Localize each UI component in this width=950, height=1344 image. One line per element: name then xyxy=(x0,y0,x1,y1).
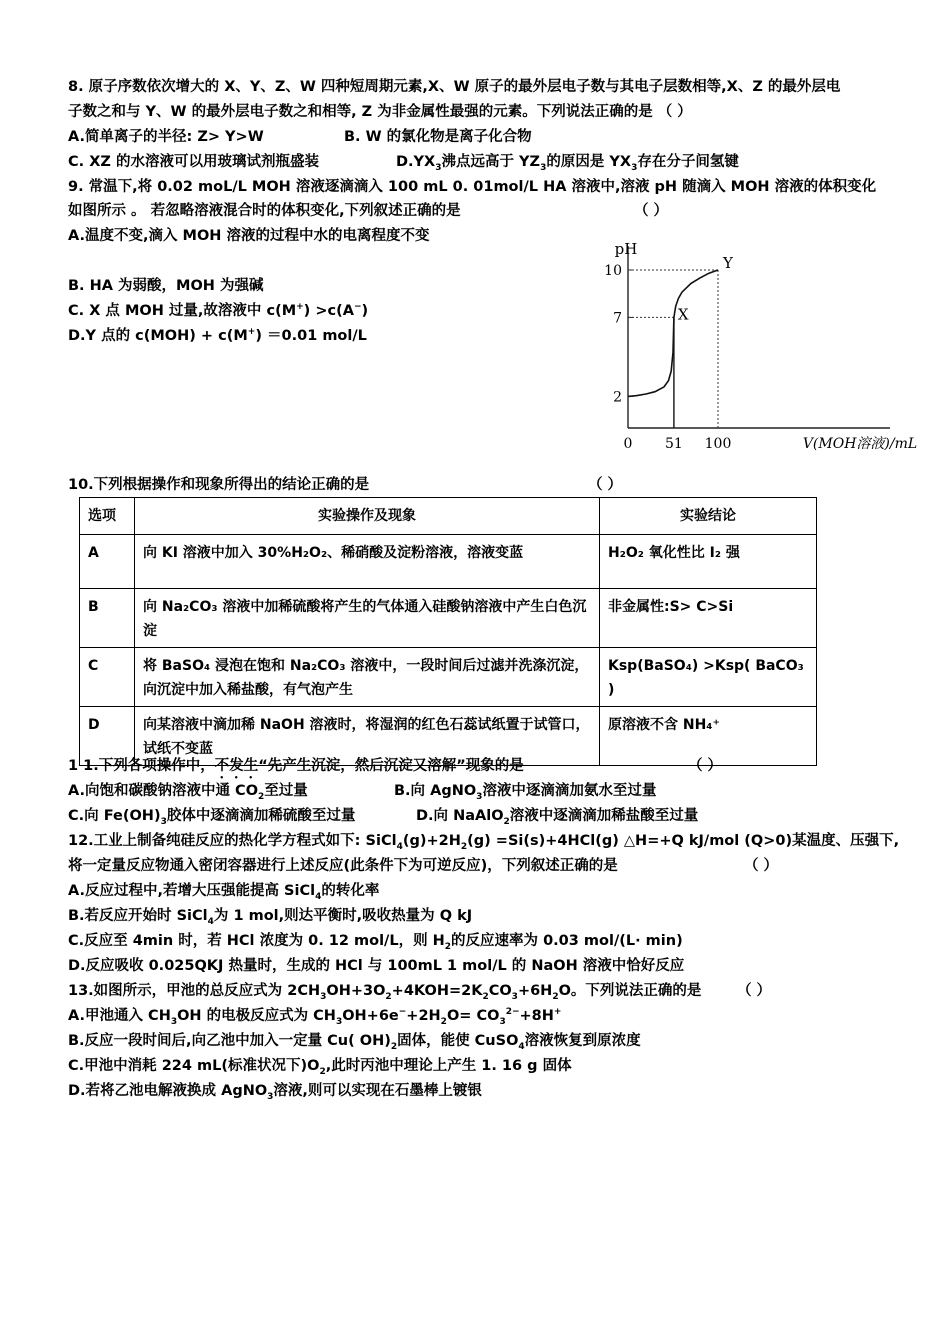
q9-stem-line2: 如图所示 。 若忽略溶液混合时的体积变化,下列叙述正确的是 xyxy=(68,203,461,219)
header-conclusion: 实验结论 xyxy=(600,498,817,535)
table-row xyxy=(80,648,817,707)
y-tick-label: 7 xyxy=(613,310,622,327)
q13-option-b: B.反应一段时间后,向乙池中加入一定量 Cu( $OH)_2$固体，能使 CuSO$_4$溶液恢复到原浓度 xyxy=(68,1033,641,1052)
q12-stem-line2: 将一定量反应物通入密闭容器进行上述反应(此条件下为可逆反应)，下列叙述正确的是 xyxy=(68,858,618,874)
x-tick-label: 0 xyxy=(623,436,633,452)
q12-option-d: D.反应吸收 0.025QKJ 热量时，生成的 HCl 与 100mL 1 mol/L 的 NaOH 溶液中恰好反应 xyxy=(68,958,685,974)
q13-option-c: C.甲池中消耗 224 mL(标准状况下)$O_2$,此时丙池中理论上产生 1. 16 g 固体 xyxy=(68,1058,572,1077)
q9-option-d: D.Y 点的 c(MOH) + c(M+) ＝0.01 mol/L xyxy=(68,327,367,344)
q11-option-d: D.向 NaAlO$_2$溶液中逐滴滴加稀盐酸至过量 xyxy=(416,808,699,827)
y-tick-label: 2 xyxy=(613,389,622,406)
row-a-option: A xyxy=(80,535,135,589)
y-tick-label: 10 xyxy=(604,263,622,279)
q8-option-a: A.简单离子的半径: Z> Y>W xyxy=(68,129,264,145)
table-row xyxy=(80,535,817,589)
q8-option-d: $D.YX_3$沸点远高于 $YZ_3$的原因是 $YX_3$存在分子间氢键 xyxy=(396,154,739,173)
y-axis-label: pH xyxy=(614,240,638,258)
row-b-operation: 向 Na₂CO₃ 溶液中加稀硫酸将产生的气体通入硅酸钠溶液中产生白色沉淀 xyxy=(135,589,600,648)
q13-option-d: D.若将乙池电解液换成 AgNO$_3$溶液,则可以实现在石墨棒上镀银 xyxy=(68,1083,482,1102)
point-x-label: X xyxy=(677,305,689,324)
header-option: 选项 xyxy=(80,498,135,535)
table-row xyxy=(80,589,817,648)
header-operation: 实验操作及现象 xyxy=(135,498,600,535)
q9-option-b: B. HA 为弱酸，MOH 为强碱 xyxy=(68,278,264,294)
q12-answer-paren: （ ） xyxy=(744,858,779,874)
q9-stem-line1: 9. 常温下,将 0.02 moL/L MOH 溶液逐滴滴入 100 mL 0. 01mol/L HA 溶液中,溶液 pH 随滴入 MOH 溶液的体积变化 xyxy=(68,179,877,195)
row-b-option: B xyxy=(80,589,135,648)
q10-answer-paren: （ ） xyxy=(588,477,623,493)
x-axis-label: V(MOH溶液)/mL xyxy=(802,436,918,452)
q13-stem: 13.如图所示，甲池的总反应式为 $2CH_3OH+3O_2+4KOH=2K_2CO_3+6H_2O$。下列说法正确的是 xyxy=(68,983,702,1002)
q13-answer-paren: （ ） xyxy=(737,983,772,999)
q8-option-c: C. XZ 的水溶液可以用玻璃试剂瓶盛装 xyxy=(68,154,319,170)
experiment-table xyxy=(79,497,817,766)
q9-option-c: C. X 点 MOH 过量,故溶液中 c(M+) >c(A−) xyxy=(68,302,369,319)
q8-option-b: B. W 的氯化物是离子化合物 xyxy=(344,129,532,145)
q11-answer-paren: （ ） xyxy=(688,758,723,774)
row-d-conclusion: 原溶液不含 NH₄⁺ xyxy=(600,707,817,766)
x-tick-label: 51 xyxy=(664,436,683,452)
q9-answer-paren: （ ） xyxy=(634,203,669,219)
x-tick-label: 100 xyxy=(704,436,732,452)
q11-emphasis: 不发生 xyxy=(214,758,259,774)
row-a-conclusion: H₂O₂ 氧化性比 I₂ 强 xyxy=(600,535,817,589)
q8-stem-line2: 子数之和与 Y、W 的最外层电子数之和相等, Z 为非金属性最强的元素。下列说法正确的是 （ ） xyxy=(68,104,692,120)
row-a-operation: 向 KI 溶液中加入 30%H₂O₂、稀硝酸及淀粉溶液，溶液变蓝 xyxy=(135,535,600,589)
q11-stem: 1 1.下列各项操作中，不发生“先产生沉淀，然后沉淀又溶解”现象的是 xyxy=(68,758,524,774)
q12-option-a: A.反应过程中,若增大压强能提高 SiCl$_4$的转化率 xyxy=(68,883,380,902)
q12-option-c: C.反应至 4min 时，若 HCl 浓度为 0. 12 mol/L，则 $H_2$的反应速率为 0.03 mol/(L· min) xyxy=(68,933,683,952)
q10-stem: 10.下列根据操作和现象所得出的结论正确的是 xyxy=(68,477,370,493)
q12-stem-line1: 12.工业上制备纯硅反应的热化学方程式如下: $SiCl_4(g)+2H_2(g) =Si(s)+4HCl(g)$ △H=+Q kJ/mol (Q>0)某温度、压强下, xyxy=(68,833,900,852)
q11-option-c: C.向 $Fe(OH)_3$胶体中逐滴滴加稀硫酸至过量 xyxy=(68,808,356,827)
q11-option-b: B.向 AgNO$_3$溶液中逐滴滴加氨水至过量 xyxy=(394,783,657,802)
point-y-label: Y xyxy=(723,254,733,272)
row-c-operation: 将 BaSO₄ 浸泡在饱和 Na₂CO₃ 溶液中，一段时间后过滤并洗涤沉淀，向沉淀中加入稀盐酸，有气泡产生 xyxy=(135,648,600,707)
row-c-conclusion: Ksp(BaSO₄) >Ksp( BaCO₃ ) xyxy=(600,648,817,707)
q8-stem-line1: 8. 原子序数依次增大的 X、Y、Z、W 四种短周期元素,X、W 原子的最外层电子数与其电子层数相等,X、Z 的最外层电 xyxy=(68,79,841,95)
row-d-option: D xyxy=(80,707,135,766)
row-b-conclusion: 非金属性:S> C>Si xyxy=(600,589,817,648)
table-header-row xyxy=(80,498,817,535)
q12-option-b: B.若反应开始时 SiCl$_4$为 1 mol,则达平衡时,吸收热量为 Q kJ xyxy=(68,908,473,927)
row-d-operation: 向某溶液中滴加稀 NaOH 溶液时，将湿润的红色石蕊试纸置于试管口，试纸不变蓝 xyxy=(135,707,600,766)
q11-option-a: A.向饱和碳酸钠溶液中通 $CO_2$至过量 xyxy=(68,783,308,802)
q13-option-a: A.甲池通入 $CH_3OH$ 的电极反应式为 $CH_3OH+6e^-+2H_2O= CO_3^{2-}+8H^+$ xyxy=(68,1007,562,1027)
q9-option-a: A.温度不变,滴入 MOH 溶液的过程中水的电离程度不变 xyxy=(68,228,430,244)
ph-titration-chart xyxy=(598,236,918,462)
row-c-option: C xyxy=(80,648,135,707)
